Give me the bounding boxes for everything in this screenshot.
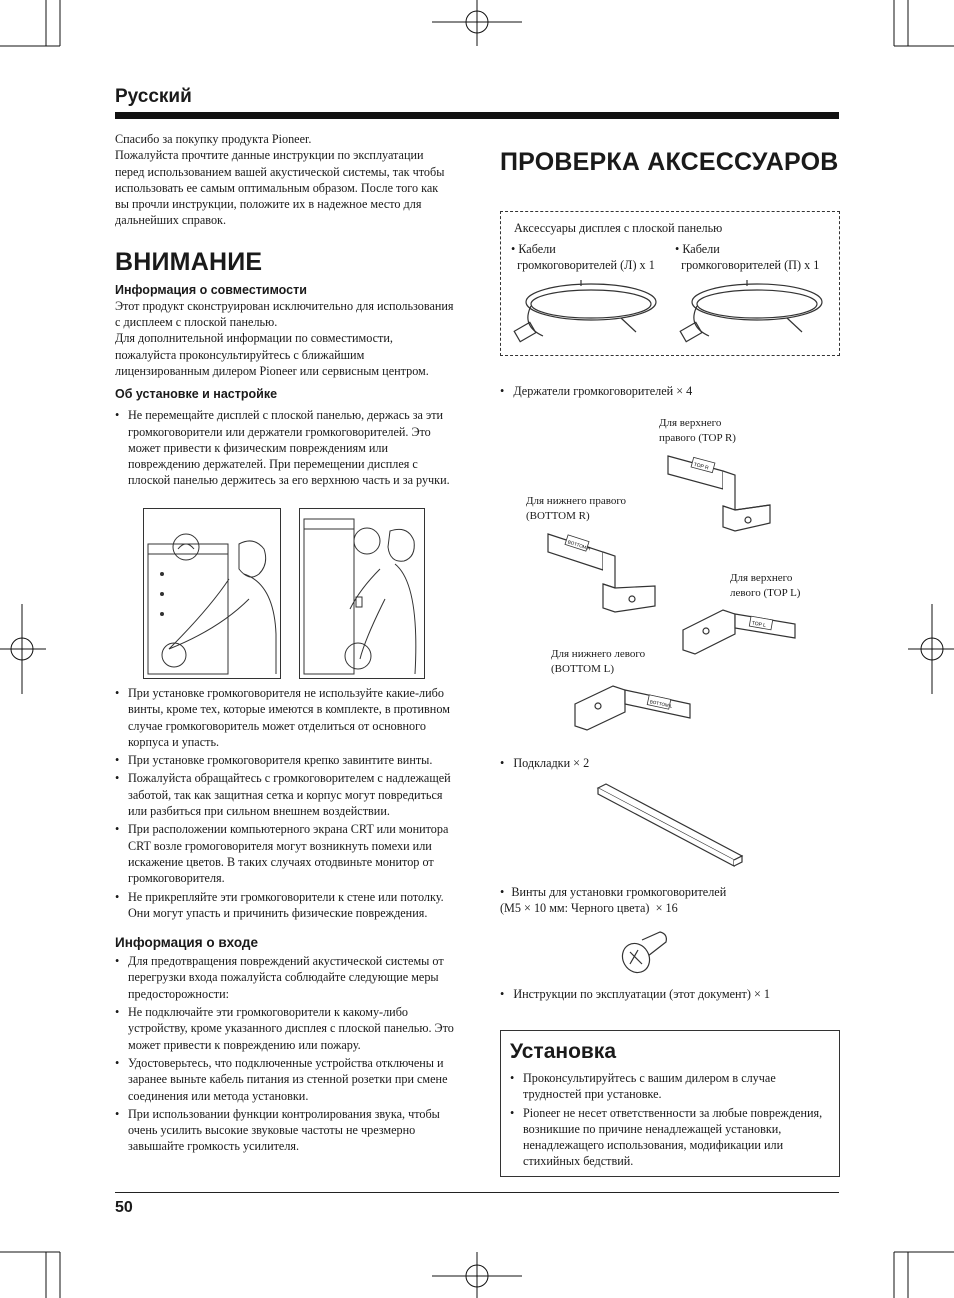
setup-box — [500, 1030, 840, 1177]
compat-text: Этот продукт сконструирован исключительно для использования с дисплеем с плоской панелью. Для дополнительной информации по совместимости, пожалуйста проконсультируйтесь с ближайшим лицензированным дилером Pioneer или сервисным центром. — [115, 298, 454, 378]
screws-item: • Винты для установки громкоговорителей (M5 × 10 мм: Черного цвета) × 16 — [500, 885, 727, 916]
top-r-label: Для верхнего правого (TOP R) — [659, 417, 736, 444]
person-holding-display-image — [144, 509, 280, 678]
left-column-cont — [115, 685, 455, 1157]
tag-bottom-l: BOTTOM L — [649, 699, 673, 709]
list-item: • При использовании функции контролирования звука, чтобы очень усилить высокие звуковые частоты не чрезмерно завышайте громкость усилителя. — [115, 1106, 455, 1155]
tag-bottom-r: BOTTOM R — [567, 539, 592, 552]
cable-r-image — [677, 278, 827, 350]
left-column — [115, 131, 455, 491]
list-item: • Не прикрепляйте эти громкоговорители к стене или потолку. Они могут упасть и причинить физические повреждения. — [115, 889, 455, 922]
screw-image — [620, 928, 670, 976]
holders-label: Держатели громкоговорителей × 4 — [513, 384, 693, 398]
install-list-1 — [115, 407, 455, 488]
cable-r-label: • Кабели громкоговорителей (П) x 1 — [675, 242, 820, 273]
illustration-moving-display-1 — [143, 508, 281, 679]
illustration-moving-display-2 — [299, 508, 425, 679]
list-item: • При установке громкоговорителя не используйте какие-либо винты, кроме тех, которые имеются в комплекте, в противном случае громкоговоритель может отделиться от основного корпуса и упасть. — [115, 685, 455, 750]
cable-l-image — [511, 278, 661, 350]
bottom-l-label: Для нижнего левого (BOTTOM L) — [551, 648, 646, 675]
pads-item: • Подкладки × 2 — [500, 756, 590, 770]
install-list-2 — [115, 685, 455, 921]
page-number: 50 — [115, 1199, 133, 1216]
accessories-box — [500, 211, 840, 356]
input-heading: Информация о входе — [115, 935, 258, 951]
top-l-label: Для верхнего левого (TOP L) — [730, 572, 801, 599]
list-item: • Pioneer не несет ответственности за любые повреждения, возникшие по причине ненадлежащей установки, ненадлежащего использования, модификации или стихийных бедствий. — [510, 1105, 829, 1170]
bracket-top-r — [660, 448, 775, 538]
bottom-r-label: Для нижнего правого (BOTTOM R) — [526, 495, 627, 522]
screws-label: Винты для установки громкоговорителей (M5 × 10 мм: Черного цвета) × 16 — [500, 885, 727, 916]
bracket-bottom-l — [570, 678, 700, 738]
list-item: • Удостоверьтесь, что подключенные устройства отключены и заранее выньте кабель питания из стенной розетки при смене соединения или метода установки. — [115, 1055, 455, 1104]
list-item: • Проконсультируйтесь с вашим дилером в случае трудностей при установке. — [510, 1070, 829, 1103]
list-item: • Не перемещайте дисплей с плоской панелью, держась за эти громкоговорители или держатели громкоговорителей. Это может привести к физическим повреждениям или повреждению держателей. При перемещении дисплея с плоской панелью держитесь за его верхнюю часть и за ручки. — [115, 407, 455, 488]
holders-item: • Держатели громкоговорителей × 4 — [500, 384, 693, 398]
pads-label: Подкладки × 2 — [513, 756, 590, 770]
manual-item: • Инструкции по эксплуатации (этот документ) × 1 — [500, 987, 770, 1001]
tag-top-r: TOP R — [693, 461, 710, 472]
pad-image — [596, 782, 746, 868]
bracket-bottom-r — [540, 526, 665, 616]
list-item: • Не подключайте эти громкоговорители к какому-либо устройству, кроме указанного дисплея с плоской панелью. Это может привести к повреждению или пожару. — [115, 1004, 455, 1053]
list-item: • Пожалуйста обращайтесь с громкоговорителем с надлежащей заботой, так как защитная сетка и корпус могут повредиться или разбиться при сильном внешнем воздействии. — [115, 770, 455, 819]
warning-heading: ВНИМАНИЕ — [115, 247, 263, 276]
manual-label: Инструкции по эксплуатации (этот документ) × 1 — [513, 987, 770, 1001]
setup-heading: Установка — [510, 1040, 616, 1063]
language-heading: Русский — [115, 86, 192, 107]
cable-l-label: • Кабели громкоговорителей (Л) x 1 — [511, 242, 655, 273]
tag-top-l: TOP L — [751, 620, 767, 629]
install-heading: Об установке и настройке — [115, 387, 278, 402]
header-rule — [115, 112, 839, 119]
list-item: • При расположении компьютерного экрана CRT или монитора CRT возле громоговорителя могут возникнуть помехи или искажение цветов. В таких случаях отодвиньте монитор от громкоговорителя. — [115, 821, 455, 886]
acc-box-title: Аксессуары дисплея с плоской панелью — [514, 221, 723, 235]
bracket-top-l — [678, 600, 803, 660]
compat-heading: Информация о совместимости — [115, 282, 307, 297]
list-item: • Для предотвращения повреждений акустической системы от перегрузки входа пожалуйста соблюдайте следующие меры предосторожности: — [115, 953, 455, 1002]
footer-rule — [115, 1192, 839, 1193]
intro-text: Спасибо за покупку продукта Pioneer. Пожалуйста прочтите данные инструкции по эксплуатации перед использованием вашей акустической системы, так чтобы использовать ее самым оптимальным образом. После того как вы прочли инструкции, положите их в надежное место для дальнейших справок. — [115, 132, 445, 228]
setup-list — [510, 1070, 829, 1170]
person-holding-display-image — [300, 509, 424, 678]
list-item: • При установке громкоговорителя крепко завинтите винты. — [115, 752, 455, 768]
check-heading: ПРОВЕРКА АКСЕССУАРОВ — [500, 148, 839, 176]
input-list — [115, 953, 455, 1155]
